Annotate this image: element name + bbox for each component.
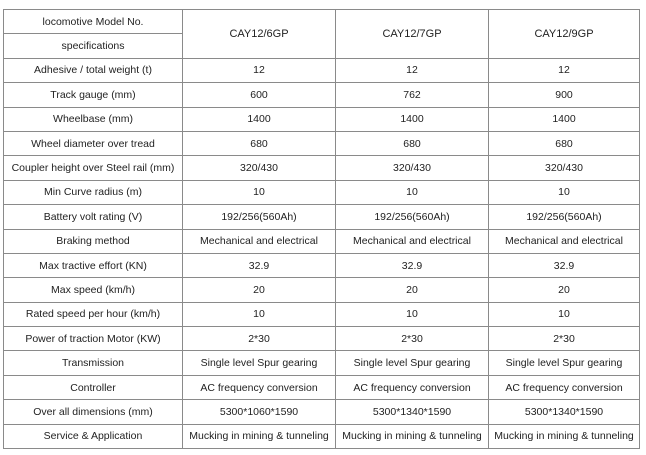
spec-value: AC frequency conversion [183,375,336,399]
table-row [4,253,640,277]
spec-value: 10 [336,302,489,326]
spec-value: 32.9 [489,253,640,277]
table-row [4,278,640,302]
spec-value: 20 [336,278,489,302]
table-row [4,400,640,424]
table-row [4,131,640,155]
spec-value: 10 [183,302,336,326]
table-row [4,58,640,82]
spec-value: 12 [336,58,489,82]
table-row [4,229,640,253]
spec-value: 32.9 [336,253,489,277]
spec-label: Braking method [4,229,183,253]
table-row [4,375,640,399]
spec-value: 192/256(560Ah) [489,205,640,229]
spec-label: Battery volt rating (V) [4,205,183,229]
spec-value: 5300*1340*1590 [336,400,489,424]
spec-value: 5300*1060*1590 [183,400,336,424]
spec-value: 20 [489,278,640,302]
table-row [4,302,640,326]
table-row [4,83,640,107]
spec-label: Track gauge (mm) [4,83,183,107]
spec-value: 320/430 [336,156,489,180]
spec-value: 10 [183,180,336,204]
spec-value: 10 [489,302,640,326]
spec-value: Single level Spur gearing [183,351,336,375]
spec-label: Power of traction Motor (KW) [4,327,183,351]
table-row [4,107,640,131]
spec-value: 12 [489,58,640,82]
spec-label: Over all dimensions (mm) [4,400,183,424]
spec-label: Max tractive effort (KN) [4,253,183,277]
spec-value: Mechanical and electrical [183,229,336,253]
spec-value: 2*30 [183,327,336,351]
header-label-specifications: specifications [4,34,183,58]
spec-label: Controller [4,375,183,399]
spec-value: 320/430 [183,156,336,180]
spec-value: 600 [183,83,336,107]
header-row [4,10,640,34]
spec-value: AC frequency conversion [336,375,489,399]
table-row [4,327,640,351]
spec-value: Mucking in mining & tunneling [489,424,640,448]
model-header-1: CAY12/6GP [183,10,336,59]
spec-value: 762 [336,83,489,107]
spec-value: 32.9 [183,253,336,277]
spec-value: 1400 [336,107,489,131]
spec-value: Mechanical and electrical [489,229,640,253]
spec-value: 5300*1340*1590 [489,400,640,424]
table-row [4,351,640,375]
spec-label: Adhesive / total weight (t) [4,58,183,82]
spec-value: 20 [183,278,336,302]
model-header-2: CAY12/7GP [336,10,489,59]
table-row [4,180,640,204]
table-row [4,156,640,180]
spec-value: 900 [489,83,640,107]
spec-label: Transmission [4,351,183,375]
spec-value: 10 [336,180,489,204]
spec-value: Single level Spur gearing [489,351,640,375]
locomotive-spec-table [3,9,640,449]
spec-label: Service & Application [4,424,183,448]
spec-label: Rated speed per hour (km/h) [4,302,183,326]
header-label-model: locomotive Model No. [4,10,183,34]
spec-label: Min Curve radius (m) [4,180,183,204]
spec-value: 1400 [183,107,336,131]
spec-value: 2*30 [336,327,489,351]
spec-value: 680 [183,131,336,155]
spec-value: AC frequency conversion [489,375,640,399]
spec-table-container [3,9,640,449]
spec-value: 2*30 [489,327,640,351]
spec-label: Coupler height over Steel rail (mm) [4,156,183,180]
table-row [4,424,640,448]
spec-value: 192/256(560Ah) [336,205,489,229]
spec-value: 680 [336,131,489,155]
spec-label: Wheelbase (mm) [4,107,183,131]
spec-value: 12 [183,58,336,82]
spec-label: Max speed (km/h) [4,278,183,302]
spec-value: 1400 [489,107,640,131]
spec-value: 680 [489,131,640,155]
spec-value: Single level Spur gearing [336,351,489,375]
spec-value: Mechanical and electrical [336,229,489,253]
table-row [4,205,640,229]
spec-value: 320/430 [489,156,640,180]
spec-value: 192/256(560Ah) [183,205,336,229]
model-header-3: CAY12/9GP [489,10,640,59]
spec-label: Wheel diameter over tread [4,131,183,155]
spec-value: 10 [489,180,640,204]
spec-value: Mucking in mining & tunneling [336,424,489,448]
spec-value: Mucking in mining & tunneling [183,424,336,448]
